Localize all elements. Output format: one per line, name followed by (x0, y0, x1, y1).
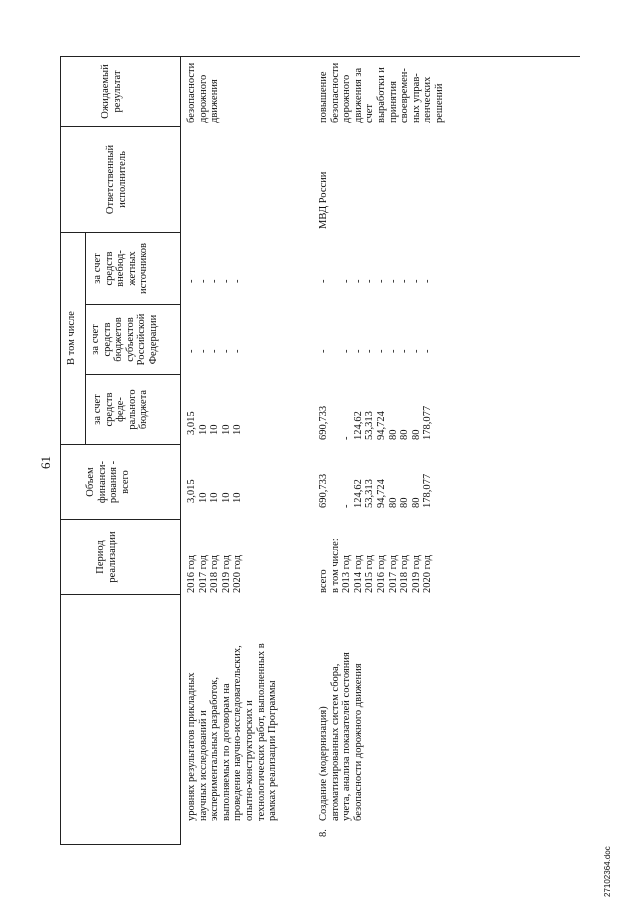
prev-row-regional: - - - - - (186, 349, 244, 353)
row-8-total: 690,733 - 124,62 53,313 94,724 80 80 80 178,077 (318, 473, 434, 508)
header-result: Ожидаемый результат (100, 64, 123, 119)
header-federal: за счет средств феде- рального бюджета (92, 389, 150, 430)
prev-row-description: уровнях результатов прикладных научных исследований и экспериментальных разработок, выполняемых по договорам на проведение научно-исследовательских, опытно-конструкторских и технологических работ, выполненных в рамках реализации Программы (186, 643, 279, 821)
row-8-responsible: МВД России (318, 171, 329, 229)
prev-row-periods: 2016 год 2017 год 2018 год 2019 год 2020 год (186, 555, 244, 593)
row-8-extra: - - - - - - - - - (318, 279, 434, 283)
group-divider (85, 233, 86, 445)
header-bottom-border (180, 57, 181, 845)
prev-row-total: 3,015 10 10 10 10 (186, 479, 244, 503)
col-divider-desc (60, 594, 180, 595)
prev-row-federal: 3,015 10 10 10 10 (186, 411, 244, 435)
header-responsible: Ответственный исполнитель (105, 144, 128, 215)
header-group: В том числе (66, 311, 77, 365)
table-left-border (60, 844, 180, 845)
row-8-regional: - - - - - - - - - (318, 349, 434, 353)
row-8-description: Создание (модернизация) автоматизированных систем сбора, учета, анализа показателей состояния безопасности дорожного движения (318, 652, 364, 821)
header-regional: за счет средств бюджетов субъектов Российской Федерации (90, 313, 159, 366)
row-8-periods: всего в том числе: 2013 год 2014 год 2015 год 2016 год 2017 год 2018 год 2019 год 2020 год (318, 538, 434, 593)
header-period: Период реализации (95, 531, 118, 583)
table-top-border (60, 57, 61, 845)
row-8-result: повышение безопасности дорожного движения за счет выработки и принятия своевремен- ных управ- ленческих решений (318, 62, 445, 123)
row-8-federal: 690,733 - 124,62 53,313 94,724 80 80 80 178,077 (318, 405, 434, 440)
header-total: Объем финанси- рования - всего (85, 460, 131, 504)
row-8-number: 8. (318, 829, 329, 837)
header-extra: за счет средств внебюд- жетных источников (92, 243, 150, 295)
page-number: 61 (38, 456, 53, 469)
prev-row-extra: - - - - - (186, 279, 244, 283)
col-divider-period (60, 519, 180, 520)
prev-row-result: безопасности дорожного движения (186, 62, 221, 123)
footer-code: 27102364.doc (603, 846, 612, 897)
table-right-border (60, 56, 580, 57)
